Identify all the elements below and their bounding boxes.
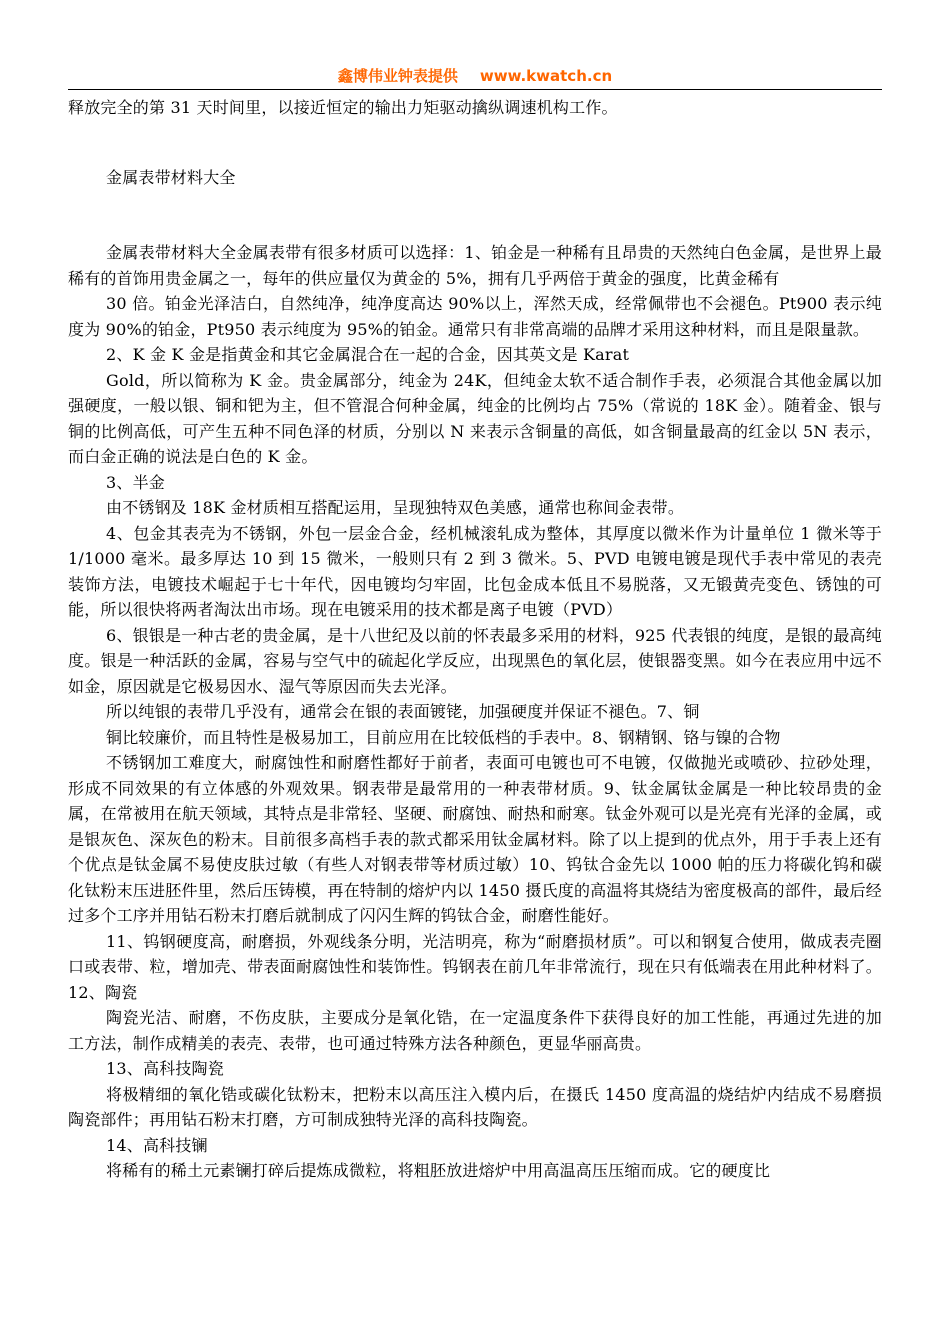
section-heading: 14、高科技镧 xyxy=(106,1135,208,1155)
paragraph: 所以纯银的表带几乎没有，通常会在银的表面镀铑，加强硬度并保证不褪色。7、铜 xyxy=(106,702,700,721)
paragraph: 陶瓷光洁、耐磨，不伤皮肤，主要成分是氧化锆，在一定温度条件下获得良好的加工性能，再通过先进的加工方法，制作成精美的表壳、表带，也可通过特殊方法各种颜色，更显华丽高贵。 xyxy=(68,1008,882,1053)
document-body xyxy=(68,95,882,1184)
paragraph: 11、钨钢硬度高，耐磨损，外观线条分明，光洁明亮，称为“耐磨损材质”。可以和钢复合使用，做成表壳圈口或表带、粒，增加壳、带表面耐腐蚀性和装饰性。钨钢表在前几年非常流行，现在只有低端表在用此种材料了。12、陶瓷 xyxy=(68,931,882,1002)
paragraph: 铜比较廉价，而且特性是极易加工，目前应用在比较低档的手表中。8、钢精钢、铬与镍的合物 xyxy=(106,727,781,747)
paragraph: 将极精细的氧化锆或碳化钛粉末，把粉末以高压注入模内后，在摄氏 1450 度高温的烧结炉内结成不易磨损陶瓷部件；再用钻石粉末打磨，方可制成独特光泽的高科技陶瓷。 xyxy=(68,1084,882,1129)
section-heading: 13、高科技陶瓷 xyxy=(106,1059,224,1078)
section-heading: 3、半金 xyxy=(106,472,165,492)
paragraph: 6、银银是一种古老的贵金属，是十八世纪及以前的怀表最多采用的材料，925 代表银的纯度，是银的最高纯度。银是一种活跃的金属，容易与空气中的硫起化学反应，出现黑色的氧化层，使银器变黑。如今在表应用中远不如金，原因就是它极易因水、湿气等原因而失去光泽。 xyxy=(68,625,882,696)
article-title: 金属表带材料大全 xyxy=(106,167,236,187)
paragraph: Gold，所以简称为 K 金。贵金属部分，纯金为 24K，但纯金太软不适合制作手表，必须混合其他金属以加强硬度，一般以银、铜和钯为主，但不管混合何种金属，纯金的比例均占 75%（常说的 18K 金）。随着金、银与铜的比例高低，可产生五种不同色泽的材质，分别以 N 来表示含铜量的高低，如含铜量最高的红金以 5N 表示，而白金正确的说法是白色的 K 金。 xyxy=(68,370,882,466)
paragraph: 4、包金其表壳为不锈钢，外包一层金合金，经机械滚轧成为整体，其厚度以微米作为计量单位 1 微米等于 1/1000 毫米。最多厚达 10 到 15 微米，一般则只有 2 到 3 微米。5、PVD 电镀电镀是现代手表中常见的表壳装饰方法，电镀技术崛起于七十年代，因电镀均匀牢固，比包金成本低且不易脱落，又无锻黄壳变色、锈蚀的可能，所以很快将两者淘汰出市场。现在电镀采用的技术都是离子电镀（PVD） xyxy=(68,523,882,619)
header-url[interactable]: www.kwatch.cn xyxy=(479,67,613,85)
header-divider xyxy=(68,89,882,90)
blank-space xyxy=(68,190,882,240)
paragraph: 由不锈钢及 18K 金材质相互搭配运用，呈现独特双色美感，通常也称间金表带。 xyxy=(106,498,685,517)
paragraph: 30 倍。铂金光泽洁白，自然纯净，纯净度高达 90%以上，浑然天成，经常佩带也不会褪色。Pt900 表示纯度为 90%的铂金，Pt950 表示纯度为 95%的铂金。通常只有非常高端的品牌才采用这种材料，而且是限量款。 xyxy=(68,294,882,339)
blank-space xyxy=(68,121,882,165)
page-header xyxy=(68,66,882,86)
paragraph: 不锈钢加工难度大，耐腐蚀性和耐磨性都好于前者，表面可电镀也可不电镀，仅做抛光或喷砂、拉砂处理，形成不同效果的有立体感的外观效果。钢表带是最常用的一种表带材质。9、钛金属钛金属是一种比较昂贵的金属，在常被用在航天领域，其特点是非常轻、坚硬、耐腐蚀、耐热和耐寒。钛金外观可以是光亮有光泽的金属，或是银灰色、深灰色的粉末。目前很多高档手表的款式都采用钛金属材料。除了以上提到的优点外，用于手表上还有个优点是钛金属不易使皮肤过敏（有些人对钢表带等材质过敏）10、钨钛合金先以 1000 帕的压力将碳化钨和碳化钛粉末压进胚件里，然后压铸模，再在特制的熔炉内以 1450 摄氏度的高温将其烧结为密度极高的部件，最后经过多个工序并用钻石粉末打磨后就制成了闪闪生辉的钨钛合金，耐磨性能好。 xyxy=(68,753,882,925)
paragraph: 将稀有的稀土元素镧打碎后提炼成微粒，将粗胚放进熔炉中用高温高压压缩而成。它的硬度比 xyxy=(106,1161,771,1180)
lead-sentence: 释放完全的第 31 天时间里，以接近恒定的输出力矩驱动擒纵调速机构工作。 xyxy=(68,98,618,117)
paragraph: 金属表带材料大全金属表带有很多材质可以选择：1、铂金是一种稀有且昂贵的天然纯白色金属，是世界上最稀有的首饰用贵金属之一，每年的供应量仅为黄金的 5%，拥有几乎两倍于黄金的强度，比黄金稀有 xyxy=(68,243,882,288)
header-company: 鑫博伟业钟表提供 xyxy=(337,67,458,85)
paragraph: 2、K 金 K 金是指黄金和其它金属混合在一起的合金，因其英文是 Karat xyxy=(106,345,630,364)
